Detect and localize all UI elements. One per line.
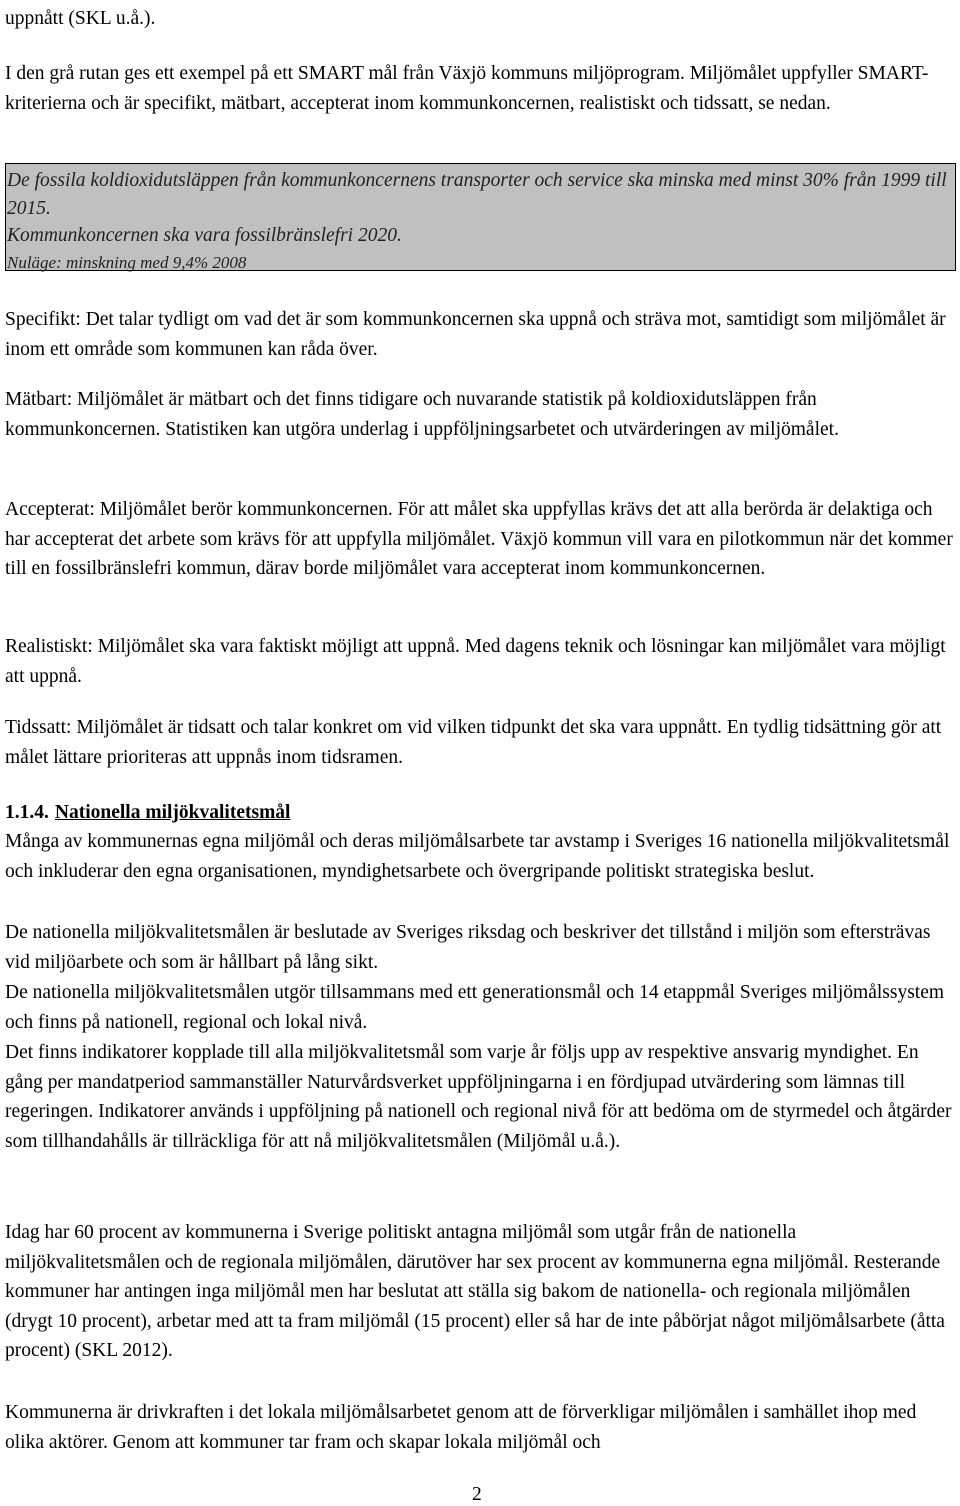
status-line: Nuläge: minskning med 9,4% 2008 (7, 252, 247, 272)
goal-line: De fossila koldioxidutsläppen från kommunkoncernens transporter och service ska minska med minst 30% från 1999 till 2015. (7, 170, 947, 219)
page-number: 2 (472, 1484, 482, 1505)
paragraph-accepterat: Accepterat: Miljömålet berör kommunkoncernen. För att målet ska uppfyllas krävs det att alla berörda är delaktiga och har accepterat det arbete som krävs för att uppfylla miljömålet. Växjö kommun vill vara en pilotkommun när det kommer till en fossilbränslefri kommun, därav borde miljömålet vara accepterat inom kommunkoncernen. (5, 499, 953, 579)
paragraph-matbart: Mätbart: Miljömålet är mätbart och det finns tidigare och nuvarande statistik på koldioxidutsläppen från kommunkoncernen. Statistiken kan utgöra underlag i uppföljningsarbetet och utvärderingen av miljömålet. (5, 389, 839, 440)
paragraph-drivkraft: Kommunerna är drivkraften i det lokala miljömålsarbetet genom att de förverkligar miljömålen i samhället ihop med olika aktörer. Genom att kommuner tar fram och skapar lokala miljömål och (5, 1402, 917, 1453)
example-goal-box (5, 163, 956, 271)
paragraph-specifikt: Specifikt: Det talar tydligt om vad det är som kommunkoncernen ska uppnå och sträva mot, samtidigt som miljömålet är inom ett område som kommunen kan råda över. (5, 309, 946, 360)
paragraph-realistiskt: Realistiskt: Miljömålet ska vara faktiskt möjligt att uppnå. Med dagens teknik och lösningar kan miljömålet vara möjligt att uppnå. (5, 636, 946, 687)
paragraph-continuation: uppnått (SKL u.å.). (5, 8, 156, 29)
paragraph-tidssatt: Tidssatt: Miljömålet är tidsatt och talar konkret om vid vilken tidpunkt det ska vara uppnått. En tydlig tidsättning gör att målet lättare prioriteras att uppnås inom tidsramen. (5, 717, 942, 768)
paragraph-smart-intro: I den grå rutan ges ett exempel på ett SMART mål från Växjö kommuns miljöprogram. Miljömålet uppfyller SMART-kriterierna och är specifikt, mätbart, accepterat inom kommunkoncernen, realistiskt och tidssatt, se nedan. (5, 63, 929, 114)
paragraph-nat4: Det finns indikatorer kopplade till alla miljökvalitetsmål som varje år följs upp av respektive ansvarig myndighet. En gång per mandatperiod sammanställer Naturvårdsverket uppföljningarna i en fördjupad utvärdering som lämnas till regeringen. Indikatorer används i uppföljning på nationell och regional nivå för att bedöma om de styrmedel och åtgärder som tillhandahålls är tillräckliga för att nå miljökvalitetsmålen (Miljömål u.å.). (5, 1042, 952, 1152)
goal-line: Kommunkoncernen ska vara fossilbränslefri 2020. (7, 225, 402, 246)
paragraph-nat3: De nationella miljökvalitetsmålen utgör tillsammans med ett generationsmål och 14 etappmål Sveriges miljömålssystem och finns på nationell, regional och lokal nivå. (5, 982, 945, 1033)
section-title: Nationella miljökvalitetsmål (54, 802, 291, 823)
paragraph-nat1: Många av kommunernas egna miljömål och deras miljömålsarbete tar avstamp i Sveriges 16 nationella miljökvalitetsmål och inkluderar den egna organisationen, myndighetsarbete och övergripande politiskt strategiska beslut. (5, 831, 950, 882)
section-number: 1.1.4. (5, 802, 49, 823)
section-heading (5, 798, 953, 828)
paragraph-idag: Idag har 60 procent av kommunerna i Sverige politiskt antagna miljömål som utgår från de nationella miljökvalitetsmålen och de regionala miljömålen, därutöver har sex procent av kommunerna egna miljömål. Resterande kommuner har antingen inga miljömål men har beslutat att ställa sig bakom de nationella- och regionala miljömålen (drygt 10 procent), arbetar med att ta fram miljömål (15 procent) eller så har de inte påbörjat något miljömålsarbete (åtta procent) (SKL 2012). (5, 1222, 945, 1361)
paragraph-nat2: De nationella miljökvalitetsmålen är beslutade av Sveriges riksdag och beskriver det tillstånd i miljön som eftersträvas vid miljöarbete och som är hållbart på lång sikt. (5, 922, 931, 973)
